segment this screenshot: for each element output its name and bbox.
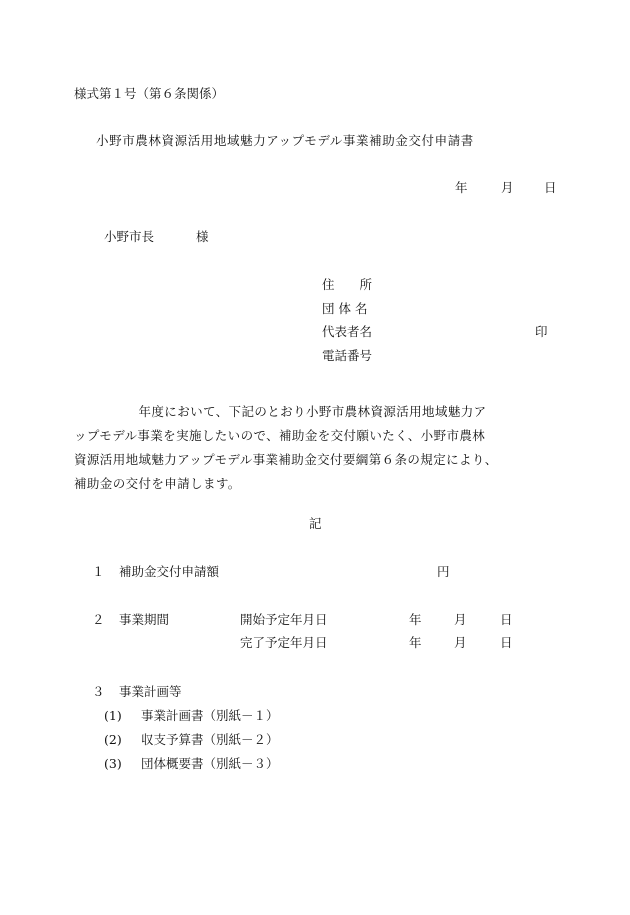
date-day: 日 [544,180,557,195]
application-body [74,400,580,496]
start-date-label: 開始予定年月日 [240,612,328,627]
sub-item-text: 団体概要書（別紙－３） [141,756,279,771]
end-day: 日 [500,635,513,650]
date-year: 年 [455,180,468,195]
sub-item-text: 事業計画書（別紙－１） [141,708,279,723]
form-label: 様式第１号（第６条関係） [74,86,225,101]
item-number: １ [92,564,105,579]
body-line: 年度において、下記のとおり小野市農林資源活用地域魅力ア [74,404,487,419]
address-label: 住 所 [322,277,373,292]
document-title: 小野市農林資源活用地域魅力アップモデル事業補助金交付申請書 [96,133,474,148]
sub-item-number: (2) [104,732,122,747]
body-line: 補助金の交付を申請します。 [74,476,241,491]
item-label: 事業計画等 [119,684,182,699]
body-line: 資源活用地域魅力アップモデル事業補助金交付要綱第６条の規定により、 [74,452,498,467]
end-month: 月 [454,635,467,650]
start-month: 月 [454,612,467,627]
ki-heading: 記 [309,516,322,531]
sub-item-number: (1) [104,708,122,723]
yen-unit: 円 [437,564,450,579]
start-year: 年 [409,612,422,627]
phone-label: 電話番号 [322,348,373,363]
start-day: 日 [500,612,513,627]
end-date-label: 完了予定年月日 [240,635,328,650]
item-number: ３ [92,684,105,699]
addressee-name: 小野市長 [104,229,155,244]
date-month: 月 [501,180,514,195]
body-line: ップモデル事業を実施したいので、補助金を交付願いたく、小野市農林 [74,428,486,443]
item-label: 補助金交付申請額 [119,564,220,579]
group-name-label: 団 体 名 [322,301,368,316]
representative-label: 代表者名 [322,324,373,339]
sub-item-text: 収支予算書（別紙－２） [141,732,279,747]
item-label: 事業期間 [119,612,170,627]
seal-mark: 印 [535,324,548,339]
item-number: ２ [92,612,105,627]
addressee-honorific: 様 [196,229,209,244]
sub-item-number: (3) [104,756,122,771]
end-year: 年 [409,635,422,650]
